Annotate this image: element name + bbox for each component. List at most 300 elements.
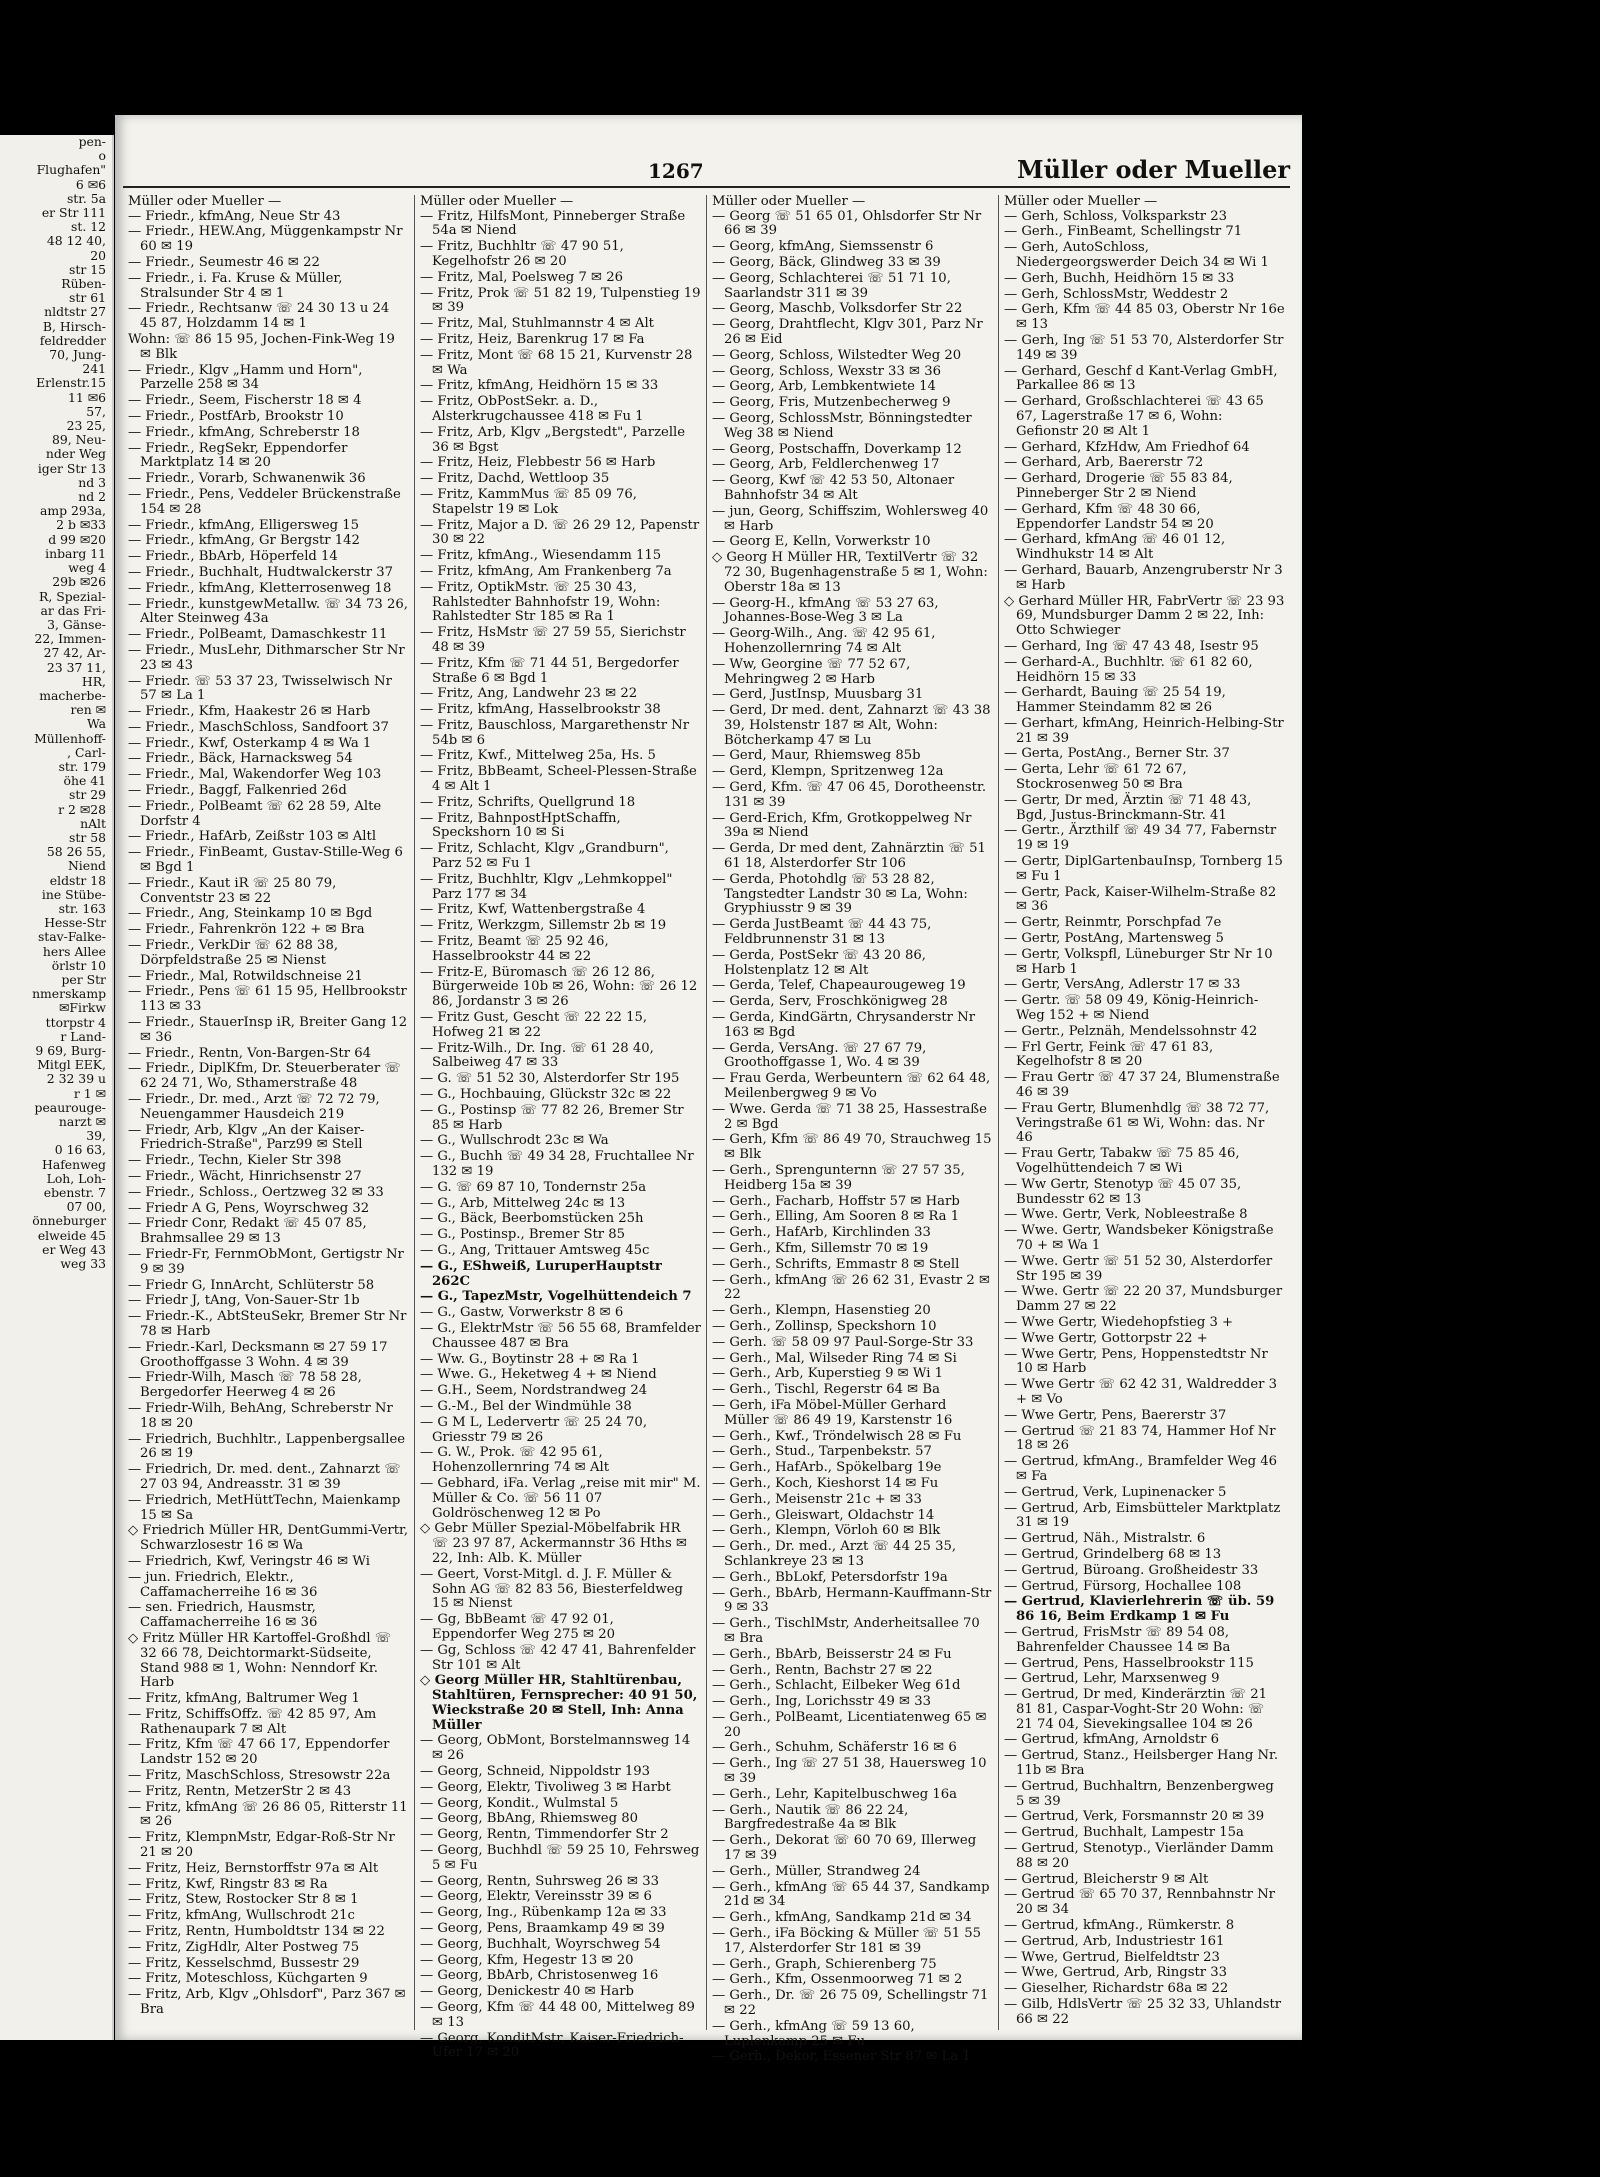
directory-entry: — Fritz, Schlacht, Klgv „Grandburn", Parz 52 ✉ Fu 1 — [420, 841, 669, 872]
directory-entry: — Georg, Schneid, Nippoldstr 193 — [420, 1764, 651, 1780]
directory-entry: — Georg, KonditMstr, Kaiser-Friedrich-Ufer 17 ✉ 20 — [420, 2030, 684, 2061]
directory-entry: — G., Arb, Mittelweg 24c ✉ 13 — [420, 1195, 626, 1211]
directory-entry: — Friedr., Fahrenkrön 122 + ✉ Bra — [128, 922, 365, 938]
directory-entry: — Gerh., Koch, Kieshorst 14 ✉ Fu — [712, 1475, 939, 1491]
directory-entry: — Gg, BbBeamt ☏ 47 92 01, Eppendorfer Weg 275 ✉ 20 — [420, 1612, 615, 1642]
margin-fragment: 27 42, Ar- — [43, 645, 106, 661]
margin-fragment: r 2 ✉28 — [58, 801, 106, 817]
directory-entry: — Gerh., Schrifts, Emmastr 8 ✉ Stell — [712, 1256, 960, 1272]
directory-entry: — Fritz, MaschSchloss, Stresowstr 22a — [128, 1768, 391, 1784]
directory-entry: — Fritz, Kfm ☏ 71 44 51, Bergedorfer Straße 6 ✉ Bgd 1 — [420, 655, 679, 686]
directory-entry: — Fritz, Kwf, Wattenbergstraße 4 — [420, 902, 646, 918]
directory-entry: — Gerd-Erich, Kfm, Grotkoppelweg Nr 39a ✉ Niend — [712, 810, 972, 841]
directory-entry: — G. ☏ 69 87 10, Tondernstr 25a — [420, 1179, 647, 1195]
directory-entry: — Gerh., kfmAng, Sandkamp 21d ✉ 34 — [712, 1910, 972, 1926]
directory-entry: — Frau Gertr, Tabakw ☏ 75 85 46, Vogelhüttendeich 7 ✉ Wi — [1004, 1146, 1240, 1176]
directory-entry: — Fritz, Mal, Poelsweg 7 ✉ 26 — [420, 269, 624, 285]
margin-fragment: inbarg 11 — [45, 545, 106, 561]
directory-entry: — Friedr., Ang, Steinkamp 10 ✉ Bgd — [128, 906, 373, 922]
directory-entry: — Georg, Schlachterei ☏ 51 71 10, Saarlandstr 311 ✉ 39 — [712, 270, 951, 301]
directory-entry: — sen. Friedrich, Hausmstr, Caffamacherreihe 16 ✉ 36 — [128, 1600, 318, 1631]
margin-fragment: nd 2 — [78, 489, 106, 505]
directory-entry: — Friedr., StauerInsp iR, Breiter Gang 12 ✉ 36 — [128, 1015, 408, 1045]
directory-entry: — Gerhard, KfzHdw, Am Friedhof 64 — [1004, 439, 1250, 455]
directory-entry: — G.-M., Bel der Windmühle 38 — [420, 1398, 632, 1414]
directory-entry: — Gerh., Sprengunternn ☏ 27 57 35, Heidberg 15a ✉ 39 — [712, 1163, 965, 1193]
directory-entry: — Friedr. ☏ 53 37 23, Twisselwisch Nr 57 ✉ La 1 — [128, 673, 392, 704]
directory-entry: — Gertrud, Grindelberg 68 ✉ 13 — [1004, 1546, 1222, 1562]
margin-fragment: 57, — [86, 403, 106, 419]
directory-entry: — Frau Gertr ☏ 47 37 24, Blumenstraße 46 ✉ 39 — [1004, 1070, 1280, 1101]
margin-fragment: st. 12 — [71, 219, 106, 235]
directory-entry: — Georg, BbArb, Christosenweg 16 — [420, 1968, 659, 1984]
directory-entry: — Fritz, Kfm ☏ 47 66 17, Eppendorfer Landstr 152 ✉ 20 — [128, 1737, 390, 1768]
directory-entry: — Georg, BbAng, Rhiemsweg 80 — [420, 1811, 638, 1827]
margin-fragment: str. 179 — [58, 758, 106, 774]
margin-fragment: Erlenstr.15 — [36, 375, 106, 391]
directory-entry: — Gertrud, Stenotyp., Vierländer Damm 88 ✉ 20 — [1004, 1841, 1274, 1871]
directory-page — [115, 115, 1302, 2065]
margin-fragment: 70, Jung- — [49, 347, 106, 363]
directory-entry: — Fritz, Kwf., Mittelweg 25a, Hs. 5 — [420, 748, 656, 764]
margin-fragment: nd 3 — [78, 474, 106, 490]
directory-entry: — G., ElektrMstr ☏ 56 55 68, Bramfelder Chaussee 487 ✉ Bra — [420, 1320, 701, 1351]
directory-entry: — G., Ang, Trittauer Amtsweg 45c — [420, 1242, 650, 1258]
margin-fragment: str 15 — [69, 261, 106, 277]
directory-entry: — G M L, Ledervertr ☏ 25 24 70, Griesstr 79 ✉ 26 — [420, 1414, 648, 1445]
margin-fragment: feldredder — [39, 332, 106, 348]
directory-entry: — Wwe. Gertr ☏ 22 20 37, Mundsburger Damm 27 ✉ 22 — [1004, 1284, 1283, 1315]
margin-fragment: elweide 45 — [37, 1227, 106, 1243]
directory-entry: — Friedr., RegSekr, Eppendorfer Marktplatz 14 ✉ 20 — [128, 440, 348, 471]
directory-entry: — Friedr, Arb, Klgv „An der Kaiser-Friedrich-Straße", Parz99 ✉ Stell — [128, 1122, 365, 1153]
margin-fragment: er Weg 43 — [42, 1241, 106, 1257]
directory-entry: — Wwe Gertr, Pens, Baererstr 37 — [1004, 1407, 1227, 1423]
directory-entry: — Georg-Wilh., Ang. ☏ 42 95 61, Hohenzollernring 74 ✉ Alt — [712, 626, 936, 656]
directory-entry: — Friedr A G, Pens, Woyrschweg 32 — [128, 1200, 370, 1216]
directory-entry: — Ww, Georgine ☏ 77 52 67, Mehringweg 2 ✉ Harb — [712, 656, 911, 687]
directory-entry: — Gerh., Schlacht, Eilbeker Weg 61d — [712, 1678, 961, 1694]
directory-entry: — Friedr., Bäck, Harnacksweg 54 — [128, 751, 353, 767]
column-4 — [999, 195, 1290, 2030]
directory-entry: — G., Bäck, Beerbomstücken 25h — [420, 1211, 644, 1227]
column-3 — [707, 194, 999, 2065]
directory-entry: — Gerd, Dr med. dent, Zahnarzt ☏ 43 38 39, Holstenstr 187 ✉ Alt, Wohn: Bötcherkamp 47 ✉ Lu — [712, 703, 991, 748]
directory-entry: — G., Gastw, Vorwerkstr 8 ✉ 6 — [420, 1305, 624, 1321]
directory-entry: — Friedrich, Buchhltr., Lappenbergsallee 26 ✉ 19 — [128, 1431, 406, 1462]
directory-entry: — Gerh., Meisenstr 21c + ✉ 33 — [712, 1491, 922, 1507]
directory-entry: — Gerda, Dr med dent, Zahnärztin ☏ 51 61 18, Alsterdorfer Str 106 — [712, 841, 986, 872]
margin-fragment: önneburger — [32, 1213, 106, 1229]
directory-entry: — Gerh, Kfm ☏ 86 49 70, Strauchweg 15 ✉ Blk — [712, 1132, 992, 1163]
margin-fragment: ttorpstr 4 — [45, 1014, 106, 1030]
margin-fragment: hers Allee — [42, 943, 106, 959]
directory-entry: — G. ☏ 51 52 30, Alsterdorfer Str 195 — [420, 1071, 680, 1087]
directory-entry: — Georg, Rentn, Timmendorfer Str 2 — [420, 1827, 669, 1843]
directory-entry: — Gerh., Tischl, Regerstr 64 ✉ Ba — [712, 1382, 940, 1398]
directory-entry: — Gerhardt, Bauing ☏ 25 54 19, Hammer Steindamm 82 ✉ 26 — [1004, 685, 1226, 716]
directory-entry: — Ww. G., Boytinstr 28 + ✉ Ra 1 — [420, 1351, 640, 1367]
directory-entry: — Friedr., Kaut iR ☏ 25 80 79, Conventstr 23 ✉ 22 — [128, 875, 337, 906]
directory-entry: — Fritz, Beamt ☏ 25 92 46, Hasselbrookstr 44 ✉ 22 — [420, 934, 609, 964]
directory-entry: — Gerh, Ing ☏ 51 53 70, Alsterdorfer Str 149 ✉ 39 — [1004, 332, 1284, 363]
page-number: 1267 — [648, 159, 704, 183]
directory-entry: — Gerh., kfmAng ☏ 65 44 37, Sandkamp 21d ✉ 34 — [712, 1879, 990, 1910]
margin-fragment: o — [98, 148, 106, 164]
directory-entry: — Wwe Gertr ☏ 62 42 31, Waldredder 3 + ✉ Vo — [1004, 1377, 1278, 1407]
directory-entry: — Gerhard, Arb, Baererstr 72 — [1004, 455, 1204, 471]
margin-fragment: B, Hirsch- — [42, 318, 106, 334]
directory-entry: — Gerhard, Ing ☏ 47 43 48, Isestr 95 — [1004, 638, 1259, 654]
directory-entry: — Gerhard, Großschlachterei ☏ 43 65 67, Lagerstraße 17 ✉ 6, Wohn: Gefionstr 20 ✉ Alt 1 — [1004, 394, 1264, 439]
directory-entry: — Gerh., Klempn, Vörloh 60 ✉ Blk — [712, 1523, 941, 1539]
directory-entry: — Gerhard, kfmAng ☏ 46 01 12, Windhukstr 14 ✉ Alt — [1004, 532, 1226, 563]
directory-entry: — Gertrud, Stanz., Heilsberger Hang Nr. 11b ✉ Bra — [1004, 1748, 1279, 1779]
margin-fragment: 9 69, Burg- — [35, 1043, 106, 1058]
directory-entry: — Wwe, Gertrud, Arb, Ringstr 33 — [1004, 1965, 1228, 1981]
column-entries — [128, 210, 409, 2018]
directory-entry: — Gerhard, Bauarb, Anzengruberstr Nr 3 ✉ Harb — [1004, 562, 1283, 593]
directory-entry: — Fritz, Heiz, Barenkrug 17 ✉ Fa — [420, 331, 645, 347]
margin-fragment: Hesse-Str — [44, 915, 106, 931]
directory-entry: — Fritz, KammMus ☏ 85 09 76, Stapelstr 19 ✉ Lok — [420, 486, 637, 517]
directory-entry: — G., Postinsp ☏ 77 82 26, Bremer Str 85 ✉ Harb — [420, 1102, 684, 1133]
margin-fragment: ebenstr. 7 — [43, 1185, 106, 1201]
directory-entry: — Gerh., kfmAng ☏ 26 62 31, Evastr 2 ✉ 22 — [712, 1272, 991, 1303]
margin-fragment: str 58 — [69, 829, 106, 845]
directory-entry: — Gertr, Volkspfl, Lüneburger Str Nr 10 ✉ Harb 1 — [1004, 946, 1273, 977]
directory-entry: — Fritz, BahnpostHptSchaffn, Speckshorn 10 ✉ Si — [420, 810, 621, 841]
directory-entry: — Georg, Ing., Rübenkamp 12a ✉ 33 — [420, 1905, 667, 1921]
directory-entry: — Fritz, Arb, Klgv „Bergstedt", Parzelle 36 ✉ Bgst — [420, 424, 686, 455]
directory-entry: — Friedr., kfmAng, Schreberstr 18 — [128, 424, 360, 440]
directory-entry: — Georg, Elektr, Tivoliweg 3 ✉ Harbt — [420, 1779, 671, 1795]
directory-entry: — Gertr, DiplGartenbauInsp, Tornberg 15 ✉ Fu 1 — [1004, 854, 1283, 884]
directory-entry: — Gertr, Reinmtr, Porschpfad 7e — [1004, 915, 1222, 931]
directory-entry: — Georg, Schloss, Wexstr 33 ✉ 36 — [712, 363, 942, 379]
directory-entry: — Fritz, Moteschloss, Küchgarten 9 — [128, 1971, 368, 1987]
directory-entry: — Gerta, Lehr ☏ 61 72 67, Stockrosenweg 50 ✉ Bra — [1004, 762, 1187, 793]
directory-entry: — Fritz, Stew, Rostocker Str 8 ✉ 1 — [128, 1892, 359, 1908]
directory-entry: — Friedr., HafArb, Zeißstr 103 ✉ Altl — [128, 829, 377, 845]
directory-entry: — Fritz-Wilh., Dr. Ing. ☏ 61 28 40, Salbeiweg 47 ✉ 33 — [420, 1040, 654, 1071]
directory-entry: — Gerh., Lehr, Kapitelbuschweg 16a — [712, 1786, 958, 1802]
margin-fragment: nldtstr 27 — [44, 304, 106, 320]
directory-entry: — Fritz-E, Büromasch ☏ 26 12 86, Bürgerweide 10b ✉ 26, Wohn: ☏ 26 12 86, Jordanstr 3 ✉ 26 — [420, 964, 698, 1010]
directory-entry: — G., Wullschrodt 23c ✉ Wa — [420, 1133, 609, 1149]
margin-fragment: d 99 ✉20 — [48, 531, 106, 547]
directory-entry: — Friedr., Kfm, Haakestr 26 ✉ Harb — [128, 704, 371, 720]
directory-entry: — Gerh., BbLokf, Petersdorfstr 19a — [712, 1569, 948, 1585]
margin-fragment: 6 ✉6 — [75, 176, 106, 192]
margin-fragment: öhe 41 — [63, 773, 106, 789]
directory-entry: ◇ Georg Müller HR, Stahltürenbau, Stahltüren, Fernsprecher: 40 91 50, Wieckstraße 20 ✉ Stell, Inh: Anna Müller — [420, 1673, 698, 1733]
directory-entry: — Friedr.-K., AbtSteuSekr, Bremer Str Nr 78 ✉ Harb — [128, 1309, 407, 1339]
directory-entry: — Wwe. G., Heketweg 4 + ✉ Niend — [420, 1367, 657, 1383]
directory-entry: — Friedr., Mal, Wakendorfer Weg 103 — [128, 767, 382, 783]
directory-entry: — Gerh., Kfm, Sillemstr 70 ✉ 19 — [712, 1240, 929, 1256]
directory-entry: — Georg, Drahtflecht, Klgv 301, Parz Nr 26 ✉ Eid — [712, 317, 983, 347]
directory-entry: — Gerh., Mal, Wilseder Ring 74 ✉ Si — [712, 1350, 957, 1366]
directory-columns — [123, 194, 1290, 2065]
margin-fragment: 22, Immen- — [34, 631, 106, 647]
directory-entry: — Gerhart, kfmAng, Heinrich-Helbing-Str 21 ✉ 39 — [1004, 715, 1284, 746]
directory-entry: — Gerh., Dekor, Essener Str 87 ✉ La 1 — [712, 2049, 971, 2065]
directory-entry: — Georg, Pens, Braamkamp 49 ✉ 39 — [420, 1921, 665, 1937]
directory-entry: — Gertrud, Lehr, Marxsenweg 9 — [1004, 1671, 1220, 1687]
directory-entry: — Georg, Buchhdl ☏ 59 25 10, Fehrsweg 5 ✉ Fu — [420, 1843, 700, 1873]
directory-entry: — Friedr., kunstgewMetallw. ☏ 34 73 26, Alter Steinweg 43a — [128, 596, 408, 627]
directory-entry: — Fritz, BbBeamt, Scheel-Plessen-Straße 4 ✉ Alt 1 — [420, 764, 697, 795]
margin-fragment: 58 26 55, — [46, 844, 106, 860]
directory-entry: — Fritz, SchiffsOffz. ☏ 42 85 97, Am Rathenaupark 7 ✉ Alt — [128, 1706, 377, 1737]
directory-entry: — Fritz, Kesselschmd, Bussestr 29 — [128, 1955, 360, 1971]
margin-fragment: stav-Falke- — [37, 929, 106, 945]
directory-entry: — Wwe, Gertrud, Bielfeldtstr 23 — [1004, 1949, 1220, 1965]
margin-fragment: 07 00, — [66, 1199, 106, 1215]
directory-entry: — Fritz, Kwf, Ringstr 83 ✉ Ra — [128, 1876, 328, 1892]
directory-entry: — Georg, Bäck, Glindweg 33 ✉ 39 — [712, 254, 941, 270]
directory-entry: — Gertrud, Arb, Industriestr 161 — [1004, 1933, 1225, 1949]
directory-entry: — G., Buchh ☏ 49 34 28, Fruchtallee Nr 132 ✉ 19 — [420, 1149, 694, 1179]
directory-entry: — Friedr Conr, Redakt ☏ 45 07 85, Brahmsallee 29 ✉ 13 — [128, 1216, 367, 1247]
directory-entry: — Gerhard, Drogerie ☏ 55 83 84, Pinneberger Str 2 ✉ Niend — [1004, 471, 1233, 501]
directory-entry: — Gertrud, Klavierlehrerin ☏ üb. 59 86 16, Beim Erdkamp 1 ✉ Fu — [1004, 1594, 1275, 1625]
column-1 — [123, 195, 415, 2030]
directory-entry: — Gerh., Müller, Strandweg 24 — [712, 1863, 921, 1879]
directory-entry: — Georg, Schloss, Wilstedter Weg 20 — [712, 347, 962, 363]
margin-fragment: 20 — [90, 247, 106, 263]
directory-entry: — Friedr., Wächt, Hinrichsenstr 27 — [128, 1169, 362, 1184]
directory-entry: — Wwe. Gertr, Verk, Nobleestraße 8 — [1004, 1207, 1248, 1223]
directory-entry: — Frl Gertr, Feink ☏ 47 61 83, Kegelhofstr 8 ✉ 20 — [1004, 1039, 1214, 1070]
directory-entry: — Gerh., Arb, Kuperstieg 9 ✉ Wi 1 — [712, 1366, 944, 1382]
margin-fragment: 2 32 39 u — [46, 1071, 106, 1087]
directory-entry: — Gertr, VersAng, Adlerstr 17 ✉ 33 — [1004, 977, 1241, 993]
directory-entry: — Fritz, Heiz, Bernstorffstr 97a ✉ Alt — [128, 1860, 379, 1876]
directory-entry: — Gertrud, Fürsorg, Hochallee 108 — [1004, 1578, 1242, 1594]
previous-page-fragments — [0, 135, 112, 1271]
directory-entry: — Fritz, Bauschloss, Margarethenstr Nr 54b ✉ 6 — [420, 717, 690, 748]
column-heading: Müller oder Mueller — — [712, 194, 866, 209]
directory-entry: — Georg ☏ 51 65 01, Ohlsdorfer Str Nr 66 ✉ 39 — [712, 208, 982, 239]
directory-entry: ◇ Gerhard Müller HR, FabrVertr ☏ 23 93 69, Mundsburger Damm 2 ✉ 22, Inh: Otto Schwieger — [1004, 593, 1285, 639]
directory-entry: — Gertrud ☏ 21 83 74, Hammer Hof Nr 18 ✉ 26 — [1004, 1423, 1276, 1454]
directory-entry: — Gerh, SchlossMstr, Weddestr 2 — [1004, 286, 1229, 302]
directory-entry: — Friedr., i. Fa. Kruse & Müller, Stralsunder Str 4 ✉ 1 — [128, 270, 343, 301]
directory-entry: — Gerh, AutoSchloss, Niedergeorgswerder Deich 34 ✉ Wi 1 — [1004, 240, 1269, 270]
directory-entry: — Gertrud ☏ 65 70 37, Rennbahnstr Nr 20 ✉ 34 — [1004, 1887, 1275, 1918]
margin-fragment: narzt ✉ — [58, 1114, 106, 1130]
directory-entry: — Gerd, Maur, Rhiemsweg 85b — [712, 748, 921, 764]
directory-entry: — Fritz, Heiz, Flebbestr 56 ✉ Harb — [420, 455, 656, 471]
margin-fragment: nmerskamp — [32, 986, 106, 1002]
margin-fragment: 23 25, — [66, 418, 106, 434]
directory-entry: — Friedr., Rentn, Von-Bargen-Str 64 — [128, 1045, 371, 1061]
directory-entry: — Gerh., Gleiswart, Oldachstr 14 — [712, 1507, 935, 1523]
directory-entry: ◇ Gebr Müller Spezial-Möbelfabrik HR ☏ 23 97 87, Ackermannstr 36 Hths ✉ 22, Inh: Alb. K. Müller — [420, 1521, 687, 1566]
directory-entry: — Gerh., Facharb, Hoffstr 57 ✉ Harb — [712, 1193, 960, 1209]
directory-entry: — Gebhard, iFa. Verlag „reise mit mir" M. Müller & Co. ☏ 56 11 07 Goldröschenweg 12 ✉ Po — [420, 1475, 701, 1521]
directory-entry: — Friedr., kfmAng, Elligersweg 15 — [128, 517, 360, 533]
directory-entry: — Gerh, Buchh, Heidhörn 15 ✉ 33 — [1004, 270, 1235, 286]
directory-entry: — Friedr., Buchhalt, Hudtwalckerstr 37 — [128, 564, 393, 580]
directory-entry: — Friedr., PolBeamt, Damaschkestr 11 — [128, 627, 388, 643]
margin-fragment: eldstr 18 — [49, 872, 106, 888]
directory-entry: — Friedrich, MetHüttTechn, Maienkamp 15 ✉ Sa — [128, 1492, 401, 1523]
directory-entry: — Gertrud, kfmAng, Arnoldstr 6 — [1004, 1732, 1220, 1748]
directory-entry: — Friedr., Schloss., Oertzweg 32 ✉ 33 — [128, 1184, 384, 1200]
margin-fragment: 11 ✉6 — [68, 389, 106, 405]
directory-entry: — Gerh., Dr. med., Arzt ☏ 44 25 35, Schlankreye 23 ✉ 13 — [712, 1539, 957, 1569]
header-rule — [123, 186, 1290, 188]
directory-entry: — Frau Gertr, Blumenhdlg ☏ 38 72 77, Veringstraße 61 ✉ Wi, Wohn: das. Nr 46 — [1004, 1100, 1270, 1146]
directory-entry: — Georg, Kwf ☏ 42 53 50, Altonaer Bahnhofstr 34 ✉ Alt — [712, 473, 955, 503]
margin-fragment: str. 163 — [58, 900, 106, 916]
margin-fragment: peaurouge- — [34, 1099, 106, 1115]
margin-fragment: örlstr 10 — [51, 957, 106, 973]
directory-entry: — Friedr., MusLehr, Dithmarscher Str Nr 23 ✉ 43 — [128, 642, 405, 673]
directory-entry: — Fritz, Dachd, Wettloop 35 — [420, 471, 610, 487]
directory-entry: — Gerda, Photohdlg ☏ 53 28 82, Tangstedter Landstr 30 ✉ La, Wohn: Gryphiusstr 9 ✉ 39 — [712, 871, 968, 917]
directory-entry: — Gerh., kfmAng ☏ 59 13 60, Luplenkamp 25 ✉ Fu — [712, 2018, 915, 2049]
directory-entry: — Friedr., kfmAng, Gr Bergstr 142 — [128, 533, 360, 549]
margin-fragment: r 1 ✉ — [73, 1085, 106, 1101]
directory-entry: — Friedr-Wilh, Masch ☏ 78 58 28, Bergedorfer Heerweg 4 ✉ 26 — [128, 1370, 362, 1401]
directory-entry: — Gertr, Dr med, Ärztin ☏ 71 48 43, Bgd, Justus-Brinckmann-Str. 41 — [1004, 792, 1252, 823]
margin-fragment: er Str 111 — [41, 205, 106, 221]
directory-entry: — Friedr G, InnArcht, Schlüterstr 58 — [128, 1277, 375, 1293]
directory-entry: — jun, Georg, Schiffszim, Wohlersweg 40 ✉ Harb — [712, 503, 989, 534]
directory-entry: — Friedrich, Dr. med. dent., Zahnarzt ☏ 27 03 94, Andreasstr. 31 ✉ 39 — [128, 1462, 401, 1492]
margin-fragment: Niend — [67, 858, 106, 874]
margin-fragment: Flughafen" — [36, 162, 106, 178]
directory-entry: — Fritz, Rentn, Humboldtstr 134 ✉ 22 — [128, 1924, 385, 1940]
directory-entry: — Fritz, HsMstr ☏ 27 59 55, Sierichstr 48 ✉ 39 — [420, 625, 686, 655]
directory-entry: — Friedr., BbArb, Höperfeld 14 — [128, 549, 338, 565]
directory-entry: — Gerh., Zollinsp, Speckshorn 10 — [712, 1318, 937, 1334]
directory-entry: — Gerhard, Kfm ☏ 48 30 66, Eppendorfer Landstr 54 ✉ 20 — [1004, 501, 1214, 532]
column-heading: Müller oder Mueller — — [420, 194, 574, 209]
directory-entry: — Friedr., Dr. med., Arzt ☏ 72 72 79, Neuengammer Hausdeich 219 — [128, 1092, 380, 1122]
directory-entry: — Gerh, iFa Möbel-Müller Gerhard Müller ☏ 86 49 19, Karstenstr 16 — [712, 1397, 953, 1428]
margin-fragment: pen- — [78, 134, 106, 149]
directory-entry: — Wwe Gertr, Pens, Hoppenstedtstr Nr 10 ✉ Harb — [1004, 1346, 1268, 1377]
margin-fragment: 0 16 63, — [54, 1142, 106, 1158]
directory-entry: — Gerda, Telef, Chapeaurougeweg 19 — [712, 978, 966, 994]
directory-entry: — Fritz, kfmAng, Am Frankenberg 7a — [420, 563, 672, 579]
directory-entry: — Gerh, Kfm ☏ 44 85 03, Oberstr Nr 16e ✉ 13 — [1004, 302, 1285, 333]
directory-entry: — Friedr., Vorarb, Schwanenwik 36 — [128, 471, 366, 487]
column-entries — [1004, 210, 1285, 2028]
margin-fragment: weg 33 — [60, 1256, 106, 1272]
directory-entry: — Gerh. ☏ 58 09 97 Paul-Sorge-Str 33 — [712, 1334, 974, 1350]
directory-entry: — Gertr., Ärzthilf ☏ 49 34 77, Fabernstr 19 ✉ 19 — [1004, 823, 1277, 854]
directory-entry: — Friedr., Kwf, Osterkamp 4 ✉ Wa 1 — [128, 735, 372, 751]
directory-entry: — jun. Friedrich, Elektr., Caffamacherreihe 16 ✉ 36 — [128, 1569, 318, 1600]
directory-entry: — Gertr. ☏ 58 09 49, König-Heinrich-Weg 152 + ✉ Niend — [1004, 993, 1259, 1024]
directory-entry: — Georg, Maschb, Volksdorfer Str 22 — [712, 301, 963, 317]
directory-entry: — Georg, SchlossMstr, Bönningstedter Weg 38 ✉ Niend — [712, 410, 972, 441]
directory-entry: — Fritz, Buchhltr, Klgv „Lehmkoppel" Parz 177 ✉ 34 — [420, 871, 673, 902]
column-entries — [712, 210, 993, 2066]
directory-entry: — Fritz, Werkzgm, Sillemstr 2b ✉ 19 — [420, 918, 667, 934]
column-heading: Müller oder Mueller — — [1004, 194, 1158, 209]
directory-entry: — Fritz, Schrifts, Quellgrund 18 — [420, 794, 636, 810]
margin-fragment: Hafenweg — [42, 1156, 106, 1172]
margin-fragment: 89, Neu- — [52, 432, 106, 448]
margin-fragment: 29b ✉26 — [52, 574, 106, 590]
directory-entry: — Georg, Arb, Feldlerchenweg 17 — [712, 457, 940, 473]
directory-entry: — Fritz, ObPostSekr. a. D., Alsterkrugchaussee 418 ✉ Fu 1 — [420, 394, 644, 424]
directory-entry: — Fritz, KlempnMstr, Edgar-Roß-Str Nr 21 ✉ 20 — [128, 1830, 395, 1861]
margin-fragment: ✉Firkw — [59, 1000, 106, 1016]
directory-entry: — Fritz, Arb, Klgv „Ohlsdorf", Parz 367 ✉ Bra — [128, 1987, 406, 2018]
directory-entry: ◇ Georg H Müller HR, TextilVertr ☏ 32 72 30, Bugenhagenstraße 5 ✉ 1, Wohn: Oberstr 18a ✉ 13 — [712, 550, 988, 595]
directory-entry: — Friedrich, Kwf, Veringstr 46 ✉ Wi — [128, 1553, 370, 1569]
directory-entry: — Gerda, PostSekr ☏ 43 20 86, Holstenplatz 12 ✉ Alt — [712, 947, 926, 978]
directory-entry: — Wwe. Gertr ☏ 51 52 30, Alsterdorfer Str 195 ✉ 39 — [1004, 1253, 1273, 1284]
directory-entry: — Fritz, kfmAng ☏ 26 86 05, Ritterstr 11 ✉ 26 — [128, 1799, 408, 1830]
directory-entry: — Georg, Kfm, Hegestr 13 ✉ 20 — [420, 1952, 634, 1968]
directory-entry: — Georg, Denickestr 40 ✉ Harb — [420, 1984, 634, 2000]
directory-entry: — Gertr, Pack, Kaiser-Wilhelm-Straße 82 ✉ 36 — [1004, 884, 1277, 915]
directory-entry: — Fritz, kfmAng., Wiesendamm 115 — [420, 548, 662, 564]
directory-entry: — G.H., Seem, Nordstrandweg 24 — [420, 1383, 648, 1399]
margin-fragment: weg 4 — [68, 560, 106, 576]
directory-entry: — Gerh., Ing ☏ 27 51 38, Hauersweg 10 ✉ 39 — [712, 1756, 987, 1787]
directory-entry: — Gerh., FinBeamt, Schellingstr 71 — [1004, 224, 1243, 240]
directory-entry: — Gerd, Kfm. ☏ 47 06 45, Dorotheenstr. 131 ✉ 39 — [712, 780, 987, 810]
directory-entry: — Fritz, kfmAng, Wullschrodt 21c — [128, 1908, 355, 1924]
directory-entry: — Gerta, PostAng., Berner Str. 37 — [1004, 746, 1230, 762]
directory-entry: — Gerh., Nautik ☏ 86 22 24, Bargfredestraße 4a ✉ Blk — [712, 1802, 909, 1833]
directory-entry: — Georg, Postschaffn, Doverkamp 12 — [712, 441, 962, 457]
directory-entry: — Gertrud, Bleicherstr 9 ✉ Alt — [1004, 1871, 1209, 1887]
directory-entry: — Gerh., Kwf., Tröndelwisch 28 ✉ Fu — [712, 1428, 962, 1444]
directory-entry: — Friedr., Techn, Kieler Str 398 — [128, 1153, 342, 1169]
margin-fragment: Müllenhoff- — [34, 730, 106, 746]
margin-fragment: 3, Gänse- — [47, 616, 106, 632]
directory-entry: — Friedr., Klgv „Hamm und Horn", Parzelle 258 ✉ 34 — [128, 362, 363, 393]
margin-fragment: Rüben- — [61, 276, 106, 292]
directory-entry: — Friedr., MaschSchloss, Sandfoort 37 — [128, 719, 389, 735]
directory-entry: — Fritz, Rentn, MetzerStr 2 ✉ 43 — [128, 1783, 352, 1799]
directory-entry: — Georg, Kondit., Wulmstal 5 — [420, 1795, 619, 1811]
directory-entry: — Fritz, Major a D. ☏ 26 29 12, Papenstr 30 ✉ 22 — [420, 517, 700, 548]
directory-entry: — Gertrud, Büroang. Großheidestr 33 — [1004, 1562, 1259, 1578]
directory-entry: — G. W., Prok. ☏ 42 95 61, Hohenzollernring 74 ✉ Alt — [420, 1445, 610, 1476]
margin-fragment: Loh, Loh- — [46, 1170, 106, 1186]
margin-fragment: 23 37 11, — [46, 659, 106, 675]
margin-fragment: ar das Fri- — [40, 602, 106, 618]
directory-entry: — Friedr., HEW.Ang, Müggenkampstr Nr 60 ✉ 19 — [128, 224, 403, 255]
directory-entry: — Georg, Kfm ☏ 44 48 00, Mittelweg 89 ✉ 13 — [420, 2000, 695, 2030]
directory-entry: — Fritz, kfmAng, Hasselbrookstr 38 — [420, 702, 661, 718]
directory-entry: — Friedr., Baggf, Falkenried 26d — [128, 783, 347, 799]
directory-entry: — Wwe Gertr, Wiedehopfstieg 3 + — [1004, 1314, 1234, 1330]
margin-fragment: 241 — [82, 361, 106, 377]
directory-entry: — Georg, ObMont, Borstelmannsweg 14 ✉ 26 — [420, 1733, 691, 1764]
directory-entry: — G., Postinsp., Bremer Str 85 — [420, 1227, 626, 1243]
directory-entry: — Gerd, Klempn, Spritzenweg 12a — [712, 764, 944, 780]
directory-entry: — Gerh, Schloss, Volksparkstr 23 — [1004, 208, 1228, 224]
directory-entry: — Gerh., Kfm, Ossenmoorweg 71 ✉ 2 — [712, 1972, 963, 1988]
directory-entry: — Gerh., BbArb, Beisserstr 24 ✉ Fu — [712, 1646, 952, 1662]
directory-entry: — Wwe Gertr, Gottorpstr 22 + — [1004, 1330, 1208, 1346]
directory-entry: — Fritz, kfmAng, Heidhörn 15 ✉ 33 — [420, 378, 659, 394]
directory-entry: — Georg, kfmAng, Siemssenstr 6 — [712, 239, 934, 255]
